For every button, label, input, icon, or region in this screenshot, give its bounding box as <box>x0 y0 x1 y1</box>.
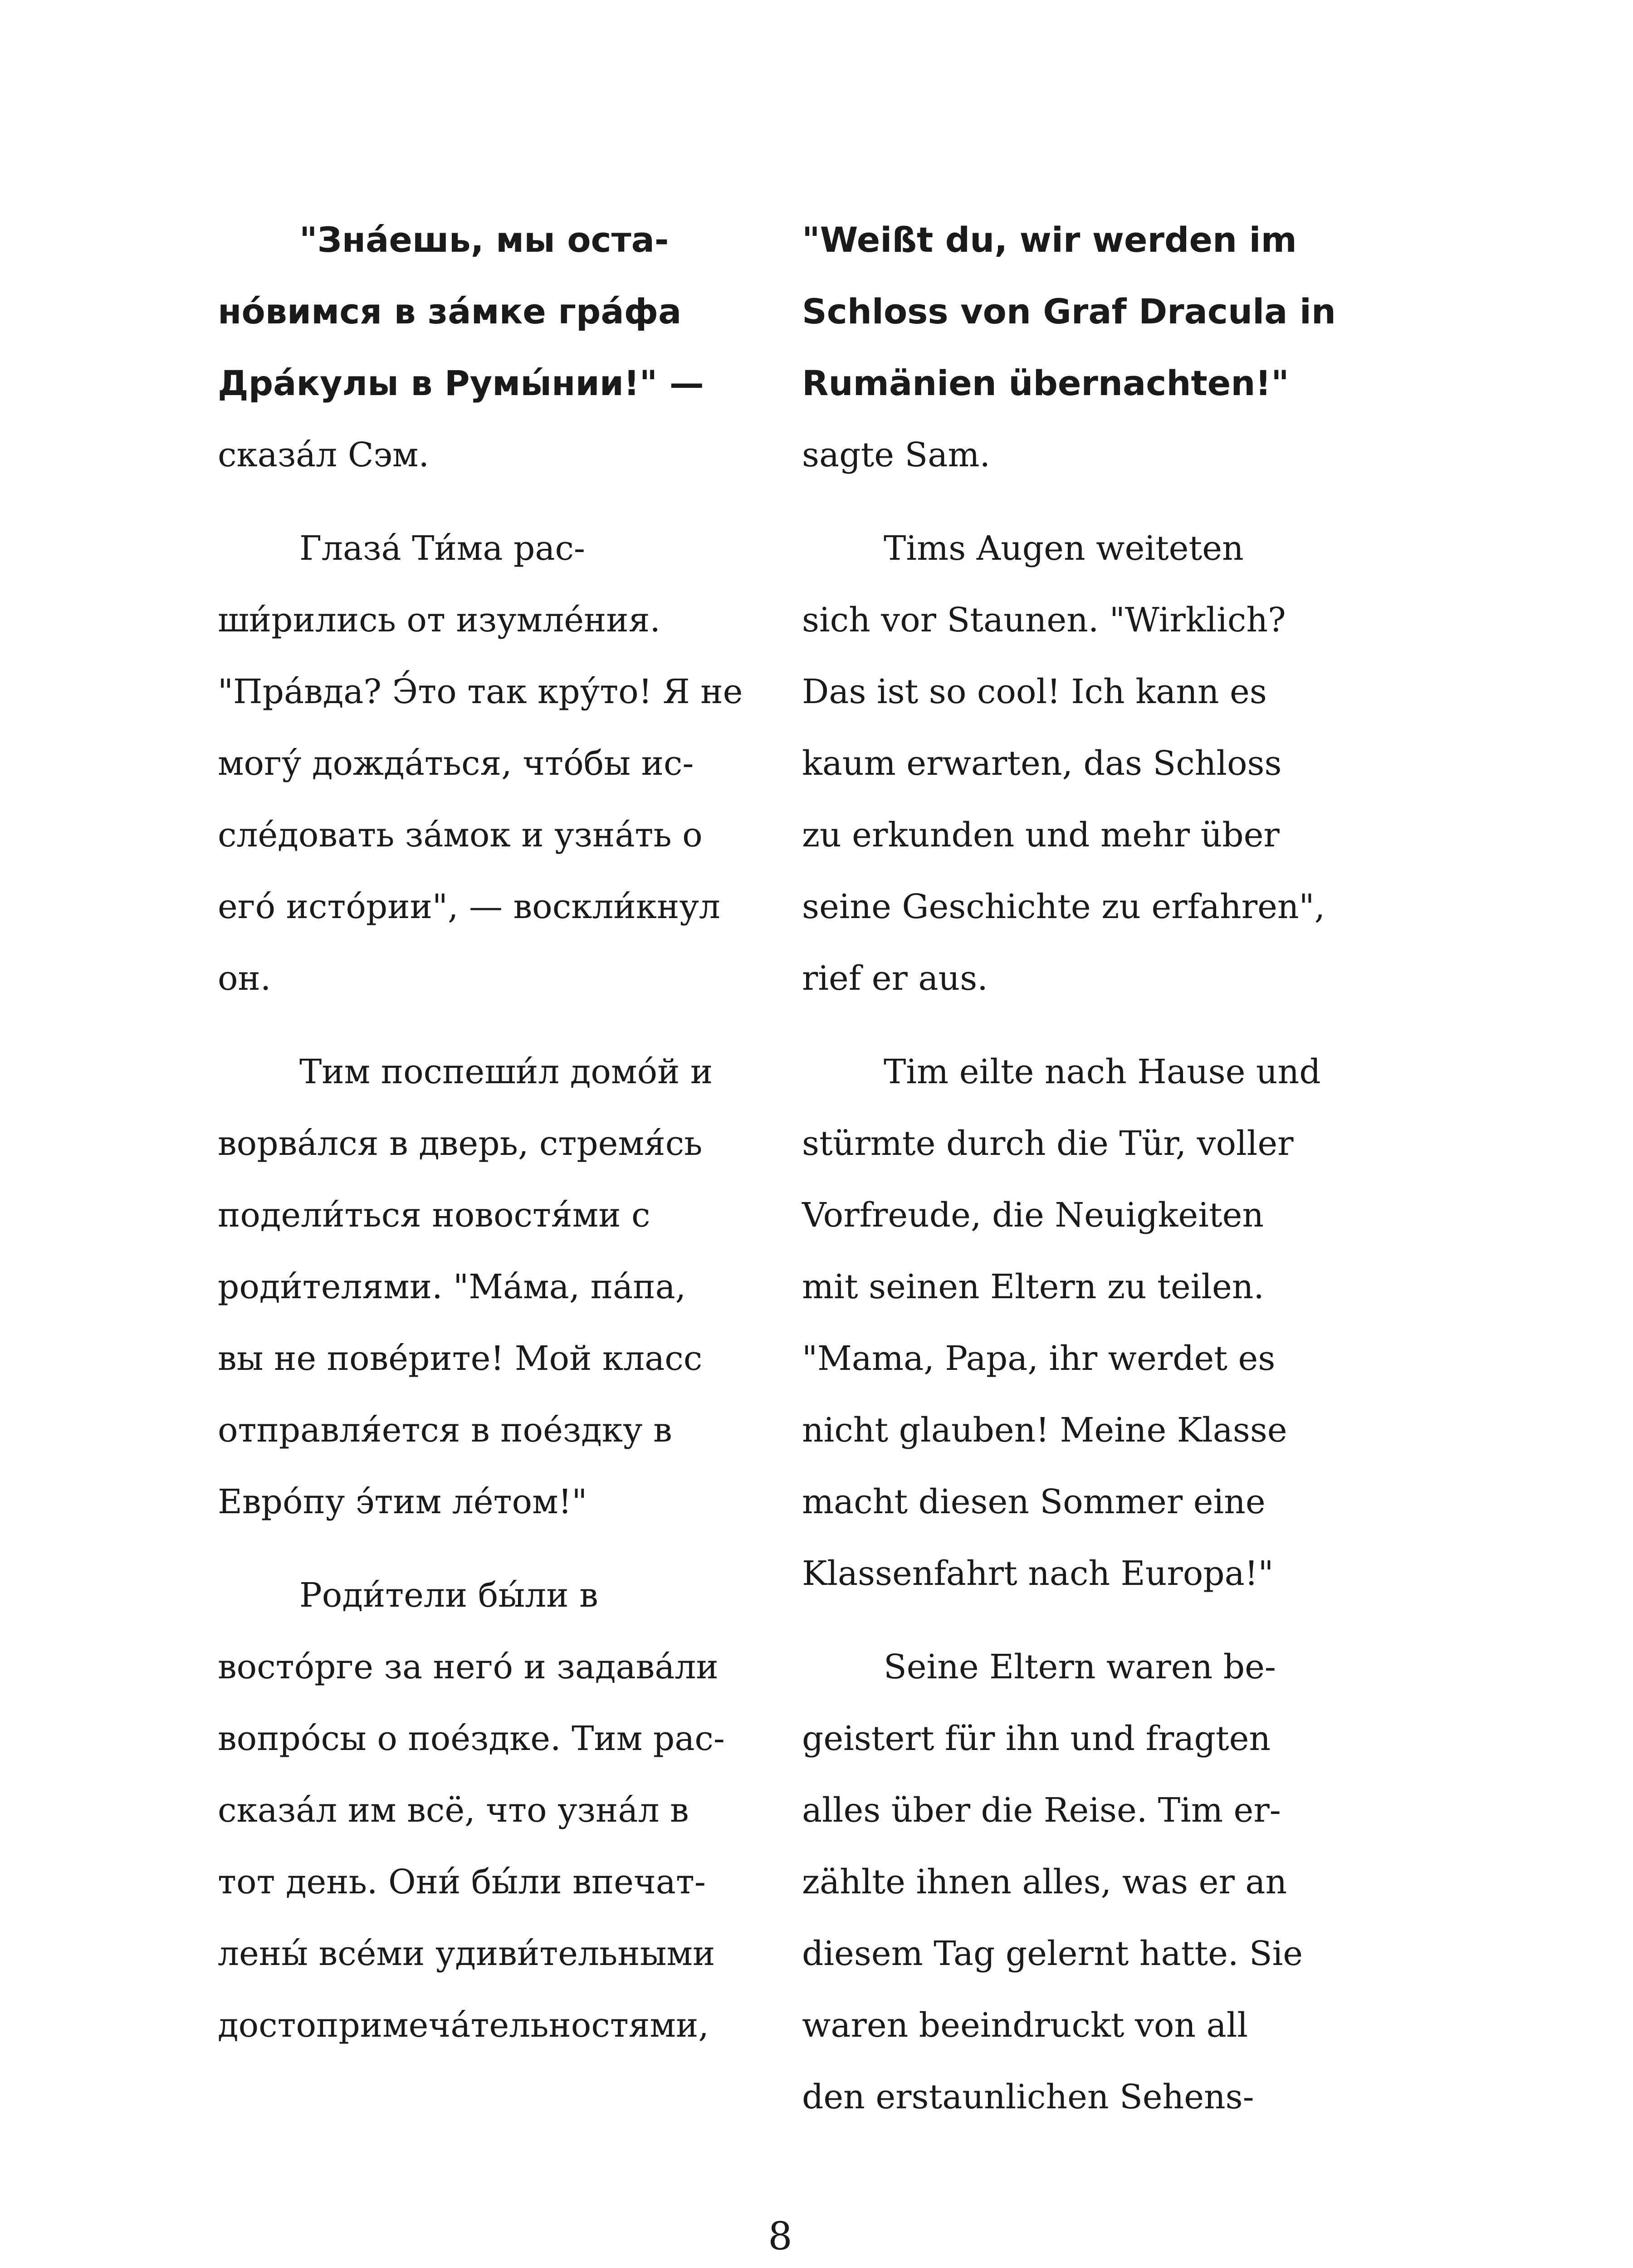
german-column <box>802 204 1351 2133</box>
russian-paragraph-4: Роди́тели бы́ли в восто́рге за него́ и задава́ли вопро́сы о пое́здке. Тим рас- сказа́л им всё, что узна́л в тот день. Они́ бы́ли впечат- лены́ все́ми удиви́тельными достопримеча́тельностями, <box>218 1576 725 2045</box>
russian-column <box>218 204 767 2061</box>
page-number: 8 <box>768 2214 792 2258</box>
german-paragraph-1: "Weißt du, wir werden im Schloss von Graf Dracula in Rumänien übernachten!" <box>802 220 1336 403</box>
german-paragraph-1-tail: sagte Sam. <box>802 435 991 474</box>
german-paragraph-3: Tim eilte nach Hause und stürmte durch die Tür, voller Vorfreude, die Neuigkeiten mit seinen Eltern zu teilen. "Mama, Papa, ihr werdet es nicht glauben! Meine Klasse macht diesen Sommer eine Klassenfahrt nach Europa!" <box>802 1052 1321 1593</box>
german-paragraph-2: Tims Augen weiteten sich vor Staunen. "Wirklich? Das ist so cool! Ich kann es kaum erwarten, das Schloss zu erkunden und mehr über seine Geschichte zu erfahren", rief er aus. <box>802 529 1325 998</box>
german-paragraph-4: Seine Eltern waren be- geistert für ihn und fragten alles über die Reise. Tim er- zählte ihnen alles, was er an diesem Tag gelernt hatte. Sie waren beeindruckt von all den erstaunlichen Sehens- <box>802 1647 1303 2116</box>
russian-paragraph-2: Глаза́ Ти́ма рас- ши́рились от изумле́ния. "Пра́вда? Э́то так кру́то! Я не могу́ дожда́ться, что́бы ис- сле́довать за́мок и узна́ть о его́ исто́рии", — воскли́кнул он. <box>218 529 743 998</box>
russian-paragraph-3: Тим поспеши́л домо́й и ворва́лся в дверь, стремя́сь подели́ться новостя́ми с роди́телями. "Ма́ма, па́па, вы не пове́рите! Мой класс отправля́ется в пое́здку в Евро́пу э́тим ле́том!" <box>218 1052 713 1521</box>
russian-paragraph-1: "Зна́ешь, мы оста- но́вимся в за́мке гра́фа Дра́кулы в Румы́нии!" — <box>218 220 704 403</box>
russian-paragraph-1-tail: сказа́л Сэм. <box>218 435 429 474</box>
